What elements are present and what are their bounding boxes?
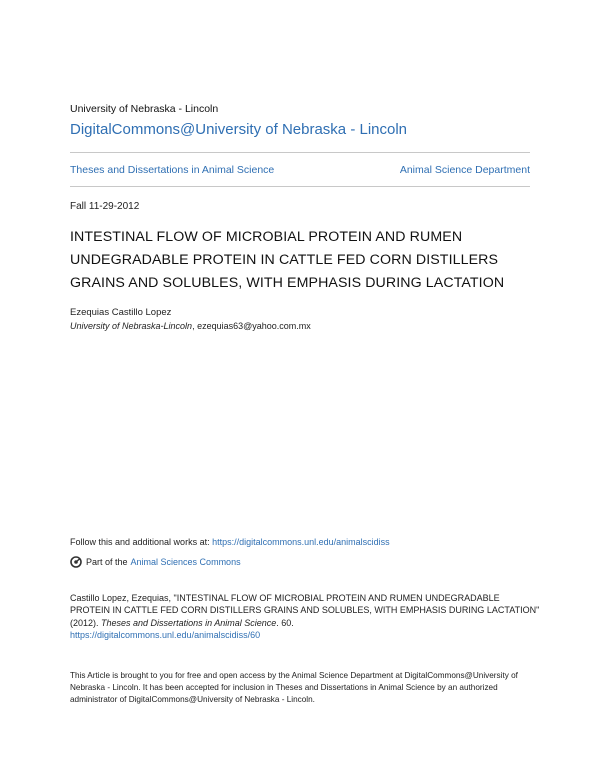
follow-line bbox=[70, 537, 390, 547]
author-email[interactable]: ezequias63@yahoo.com.mx bbox=[197, 321, 311, 331]
publication-date: Fall 11-29-2012 bbox=[70, 201, 140, 212]
university-name: University of Nebraska - Lincoln bbox=[70, 103, 219, 115]
title-line: GRAINS AND SOLUBLES, WITH EMPHASIS DURING LACTATION bbox=[70, 275, 505, 291]
author-name: Ezequias Castillo Lopez bbox=[70, 307, 172, 318]
title-line: INTESTINAL FLOW OF MICROBIAL PROTEIN AND RUMEN bbox=[70, 229, 463, 245]
part-of-line bbox=[70, 556, 241, 568]
citation-number: . 60. bbox=[276, 617, 294, 628]
part-of-prefix: Part of the bbox=[86, 557, 128, 567]
document-title bbox=[70, 226, 540, 295]
access-notice: This Article is brought to you for free and open access by the Animal Science Department at DigitalCommons@University of Nebraska - Lincoln. It has been accepted for inclusion in Theses and Dissertations in Animal Science by an authorized administrator of DigitalCommons@University of Nebraska - Lincoln. bbox=[70, 671, 518, 704]
divider-bottom bbox=[70, 186, 530, 187]
title-line: UNDEGRADABLE PROTEIN IN CATTLE FED CORN DISTILLERS bbox=[70, 252, 499, 268]
follow-url-link[interactable]: https://digitalcommons.unl.edu/animalscidiss bbox=[212, 537, 390, 547]
recommended-citation bbox=[70, 592, 540, 642]
divider-top bbox=[70, 152, 530, 153]
affiliation-name: University of Nebraska-Lincoln bbox=[70, 321, 193, 331]
commons-network-icon bbox=[70, 556, 82, 568]
follow-prefix: Follow this and additional works at: bbox=[70, 537, 213, 547]
part-of-link[interactable]: Animal Sciences Commons bbox=[130, 557, 241, 567]
department-link[interactable]: Animal Science Department bbox=[399, 164, 530, 176]
citation-series: Theses and Dissertations in Animal Science bbox=[101, 617, 277, 628]
author-affiliation: University of Nebraska-Lincoln, ezequias63@yahoo.com.mx bbox=[70, 321, 311, 331]
citation-url-link[interactable]: https://digitalcommons.unl.edu/animalscidiss/60 bbox=[70, 630, 261, 641]
citation-text: Castillo Lopez, Ezequias, "INTESTINAL FLOW OF MICROBIAL PROTEIN AND RUMEN UNDEGRADABLE PROTEIN IN CATTLE FED CORN DISTILLERS GRAINS AND SOLUBLES, WITH EMPHASIS DURING LACTATION" (2012). bbox=[70, 593, 540, 628]
series-link[interactable]: Theses and Dissertations in Animal Science bbox=[70, 164, 275, 176]
repository-link[interactable]: DigitalCommons@University of Nebraska - Lincoln bbox=[70, 121, 408, 138]
